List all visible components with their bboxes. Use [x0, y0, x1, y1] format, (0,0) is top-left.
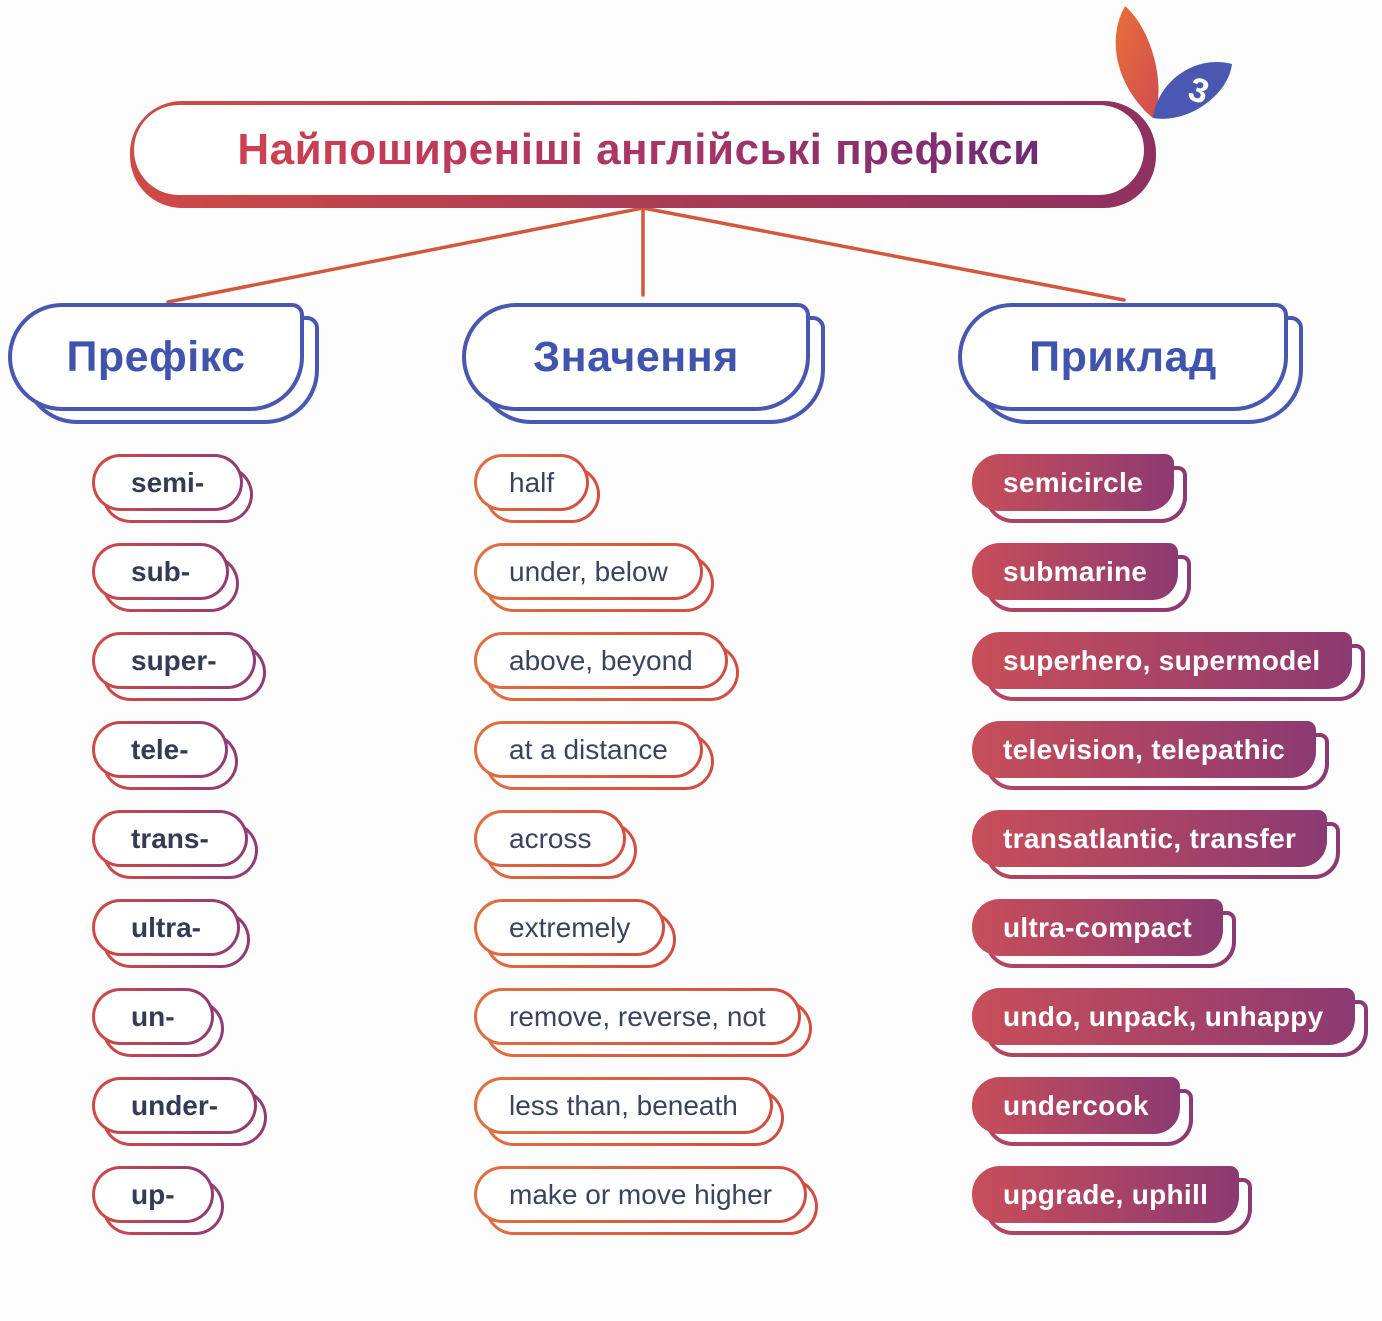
example-pill: transatlantic, transfer	[972, 810, 1327, 867]
prefix-pill: trans-	[92, 810, 248, 867]
prefix-pill: up-	[92, 1166, 214, 1223]
example-pill: submarine	[972, 543, 1178, 600]
example-pill: upgrade, uphill	[972, 1166, 1239, 1223]
example-pill: undo, unpack, unhappy	[972, 988, 1355, 1045]
column-header-prefix: Префікс	[8, 303, 304, 411]
page-title: Найпоширеніші англійські префікси	[237, 125, 1041, 174]
example-pill: superhero, supermodel	[972, 632, 1352, 689]
title-banner-inner	[134, 105, 1144, 195]
orange-petal-icon	[1116, 6, 1159, 118]
prefix-pill: semi-	[92, 454, 243, 511]
column-header-example: Приклад	[958, 303, 1288, 411]
prefix-pill: tele-	[92, 721, 228, 778]
example-pill: undercook	[972, 1077, 1180, 1134]
meaning-pill: remove, reverse, not	[474, 988, 801, 1045]
column-header-meaning: Значення	[462, 303, 810, 411]
meaning-column	[474, 454, 807, 1223]
prefix-pill: super-	[92, 632, 256, 689]
leaf-decoration	[1085, 0, 1245, 130]
meaning-pill: less than, beneath	[474, 1077, 773, 1134]
prefix-pill: under-	[92, 1077, 257, 1134]
example-pill: ultra-compact	[972, 899, 1223, 956]
prefix-column	[92, 454, 257, 1223]
meaning-pill: across	[474, 810, 626, 867]
prefix-pill: ultra-	[92, 899, 240, 956]
meaning-pill: under, below	[474, 543, 703, 600]
prefix-pill: un-	[92, 988, 214, 1045]
prefix-pill: sub-	[92, 543, 229, 600]
example-column	[972, 454, 1355, 1223]
meaning-pill: at a distance	[474, 721, 703, 778]
badge-number: 3	[1183, 70, 1214, 113]
meaning-pill: half	[474, 454, 589, 511]
example-pill: television, telepathic	[972, 721, 1316, 778]
meaning-pill: extremely	[474, 899, 665, 956]
example-pill: semicircle	[972, 454, 1174, 511]
meaning-pill: make or move higher	[474, 1166, 807, 1223]
meaning-pill: above, beyond	[474, 632, 728, 689]
title-banner	[130, 101, 1156, 208]
